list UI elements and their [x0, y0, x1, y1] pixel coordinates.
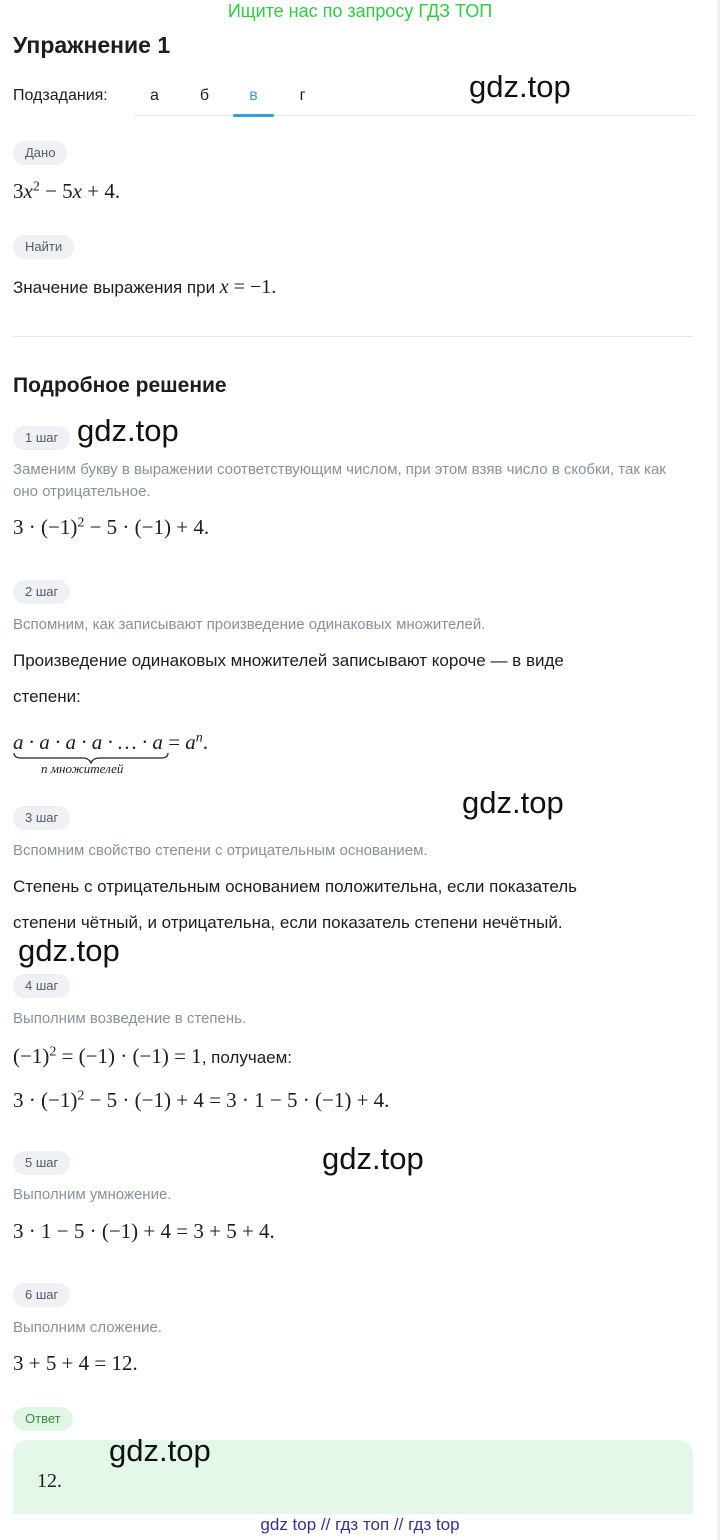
- find-text: Значение выражения при x = −1.: [13, 276, 277, 298]
- step-3-chip: 3 шаг: [13, 806, 70, 830]
- promo-banner[interactable]: Ищите нас по запросу ГДЗ ТОП: [227, 1, 493, 21]
- given-chip: Дано: [13, 141, 67, 165]
- step-4-math-line2: $3 \cdot (-1)^2 - 5 \cdot (-1) + 4 = 3 \cdot 1 - 5 \cdot (-1) + 4$.: [13, 1088, 390, 1112]
- active-tab-indicator: [233, 114, 274, 117]
- watermark: gdz.top: [109, 1433, 211, 1468]
- step-5-hint: Выполним умножение.: [13, 1186, 172, 1203]
- step-6-chip: 6 шаг: [13, 1283, 70, 1307]
- step-2-text-line1: Произведение одинаковых множителей записывают короче — в виде: [13, 651, 564, 670]
- footer-links[interactable]: gdz top // гдз топ // гдз top: [260, 1515, 460, 1534]
- tab-b[interactable]: б: [199, 87, 210, 104]
- step-5-math: 3 · 1 − 5 · (−1) + 4 = 3 + 5 + 4.: [13, 1219, 275, 1243]
- step-2-hint: Вспомним, как записывают произведение одинаковых множителей.: [13, 616, 486, 633]
- answer-chip: Ответ: [13, 1407, 73, 1431]
- step-3-hint: Вспомним свойство степени с отрицательным основанием.: [13, 842, 428, 859]
- step-3-text-line2: степени чётный, и отрицательна, если показатель степени нечётный.: [13, 913, 563, 932]
- step-1-hint: Заменим букву в выражении соответствующим числом, при этом взяв число в скобки, так как оно отрицательное.: [13, 461, 666, 500]
- tab-g[interactable]: г: [299, 87, 306, 104]
- step-6-math: 3 + 5 + 4 = 12.: [13, 1351, 138, 1375]
- watermark: gdz.top: [18, 933, 120, 968]
- tab-a[interactable]: а: [150, 87, 159, 104]
- step-1-chip: 1 шаг: [13, 426, 70, 450]
- step-6-hint: Выполним сложение.: [13, 1319, 162, 1336]
- tab-v[interactable]: в: [249, 87, 258, 104]
- subtask-tabs: [134, 76, 694, 116]
- step-1-math: $3 \cdot (-1)^2 - 5 \cdot (-1) + 4$.: [13, 515, 210, 539]
- step-5-chip: 5 шаг: [13, 1151, 70, 1175]
- subtasks-label: Подзадания:: [13, 87, 108, 104]
- step-4-hint: Выполним возведение в степень.: [13, 1010, 247, 1027]
- page-title: Упражнение 1: [13, 32, 171, 58]
- watermark: gdz.top: [322, 1141, 424, 1176]
- step-4-math-line1: $(-1)^2 = (-1) \cdot (-1) = 1$, получаем:: [13, 1044, 293, 1068]
- underbrace-label: n множителей: [41, 761, 124, 776]
- section-divider: [13, 336, 693, 337]
- step-3-text-line1: Степень с отрицательным основанием положительна, если показатель: [13, 877, 577, 896]
- find-chip: Найти: [13, 235, 74, 259]
- step-2-text-line2: степени:: [13, 687, 81, 706]
- watermark: gdz.top: [469, 69, 571, 104]
- step-4-chip: 4 шаг: [13, 974, 70, 998]
- step-2-chip: 2 шаг: [13, 580, 70, 604]
- step-2-math: a · a · a · a · … · $a = a^n$.: [13, 730, 209, 754]
- solution-heading: Подробное решение: [13, 374, 227, 397]
- watermark: gdz.top: [77, 413, 179, 448]
- watermark: gdz.top: [462, 785, 564, 820]
- given-expression: $3x^2 - 5x + 4$.: [13, 179, 121, 203]
- answer-value: 12.: [37, 1470, 62, 1492]
